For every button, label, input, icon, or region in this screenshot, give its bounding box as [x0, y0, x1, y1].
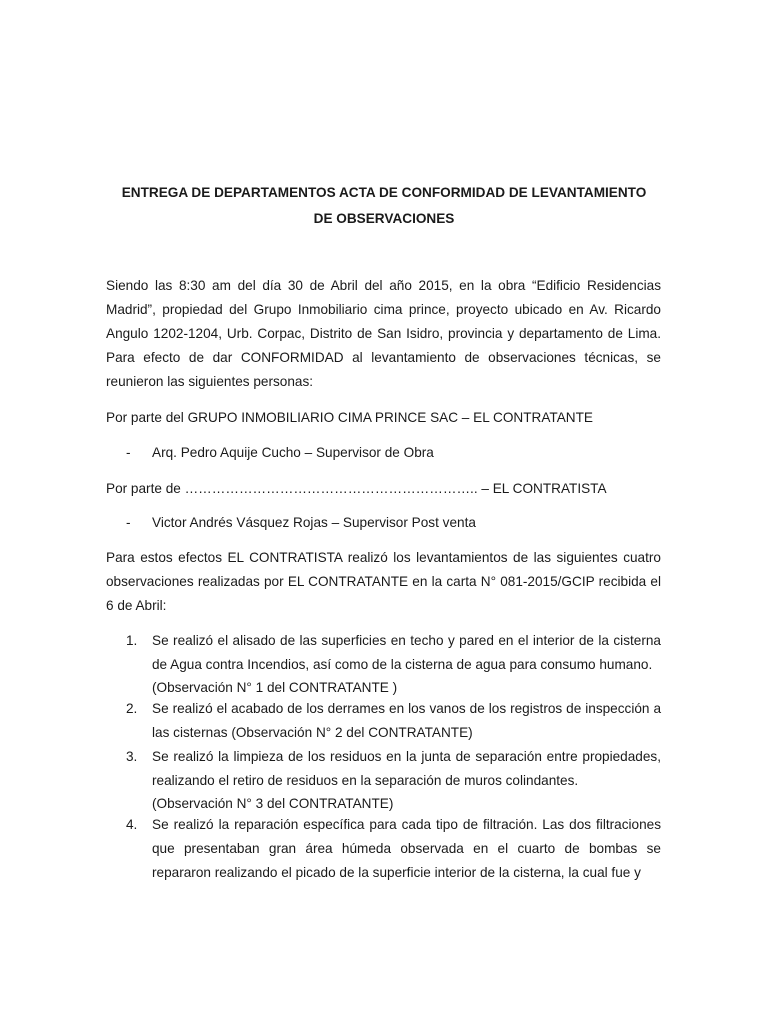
list-item-number: 2.	[126, 701, 138, 716]
list-item-number: 1.	[126, 633, 138, 648]
observations-list	[126, 629, 661, 885]
list-item	[126, 813, 661, 885]
list-item	[126, 629, 661, 697]
party1-intro: Por parte del GRUPO INMOBILIARIO CIMA PRINCE SAC – EL CONTRATANTE	[106, 410, 593, 425]
dash-bullet: -	[126, 515, 131, 530]
party1-member-text: Arq. Pedro Aquije Cucho – Supervisor de Obra	[152, 445, 434, 460]
title-line-1: ENTREGA DE DEPARTAMENTOS ACTA DE CONFORMIDAD DE LEVANTAMIENTO	[121, 185, 647, 200]
list-item-text: Se realizó la reparación específica para cada tipo de filtración. Las dos filtraciones que presentaban gran área húmeda observada en el cuarto de bombas se repararon realizando el picado de la superficie interior de la cisterna, la cual fue y	[152, 817, 661, 880]
dash-bullet: -	[126, 445, 131, 460]
party1-member	[126, 441, 666, 465]
list-item-note: (Observación N° 1 del CONTRATANTE )	[152, 680, 398, 695]
list-item-text: Se realizó la limpieza de los residuos en la junta de separación entre propiedades, realizando el retiro de residuos en la separación de muros colindantes.	[152, 749, 661, 788]
list-item-text: Se realizó el acabado de los derrames en los vanos de los registros de inspección a las cisternas (Observación N° 2 del CONTRATANTE)	[152, 701, 661, 740]
intro-paragraph: Siendo las 8:30 am del día 30 de Abril del año 2015, en la obra “Edificio Residencias Madrid”, propiedad del Grupo Inmobiliario cima prince, proyecto ubicado en Av. Ricardo Angulo 1202-1204, Urb. Corpac, Distrito de San Isidro, provincia y departamento de Lima. Para efecto de dar CONFORMIDAD al levantamiento de observaciones técnicas, se reunieron las siguientes personas:	[106, 278, 661, 389]
title-line-2: DE OBSERVACIONES	[313, 211, 455, 226]
party2-member-text: Victor Andrés Vásquez Rojas – Supervisor Post venta	[152, 515, 476, 530]
list-item-number: 3.	[126, 749, 138, 764]
list-item	[126, 745, 661, 813]
list-item-text: Se realizó el alisado de las superficies en techo y pared en el interior de la cisterna de Agua contra Incendios, así como de la cisterna de agua para consumo humano.	[152, 633, 661, 672]
list-item	[126, 697, 661, 745]
document-title	[100, 180, 668, 232]
effects-paragraph: Para estos efectos EL CONTRATISTA realizó los levantamientos de las siguientes cuatro observaciones realizadas por EL CONTRATANTE en la carta N° 081-2015/GCIP recibida el 6 de Abril:	[106, 550, 661, 613]
party2-member	[126, 511, 666, 535]
party2-intro: Por parte de ……………………………………………………….. – EL CONTRATISTA	[106, 481, 607, 496]
list-item-note: (Observación N° 3 del CONTRATANTE)	[152, 796, 394, 811]
list-item-number: 4.	[126, 817, 138, 832]
